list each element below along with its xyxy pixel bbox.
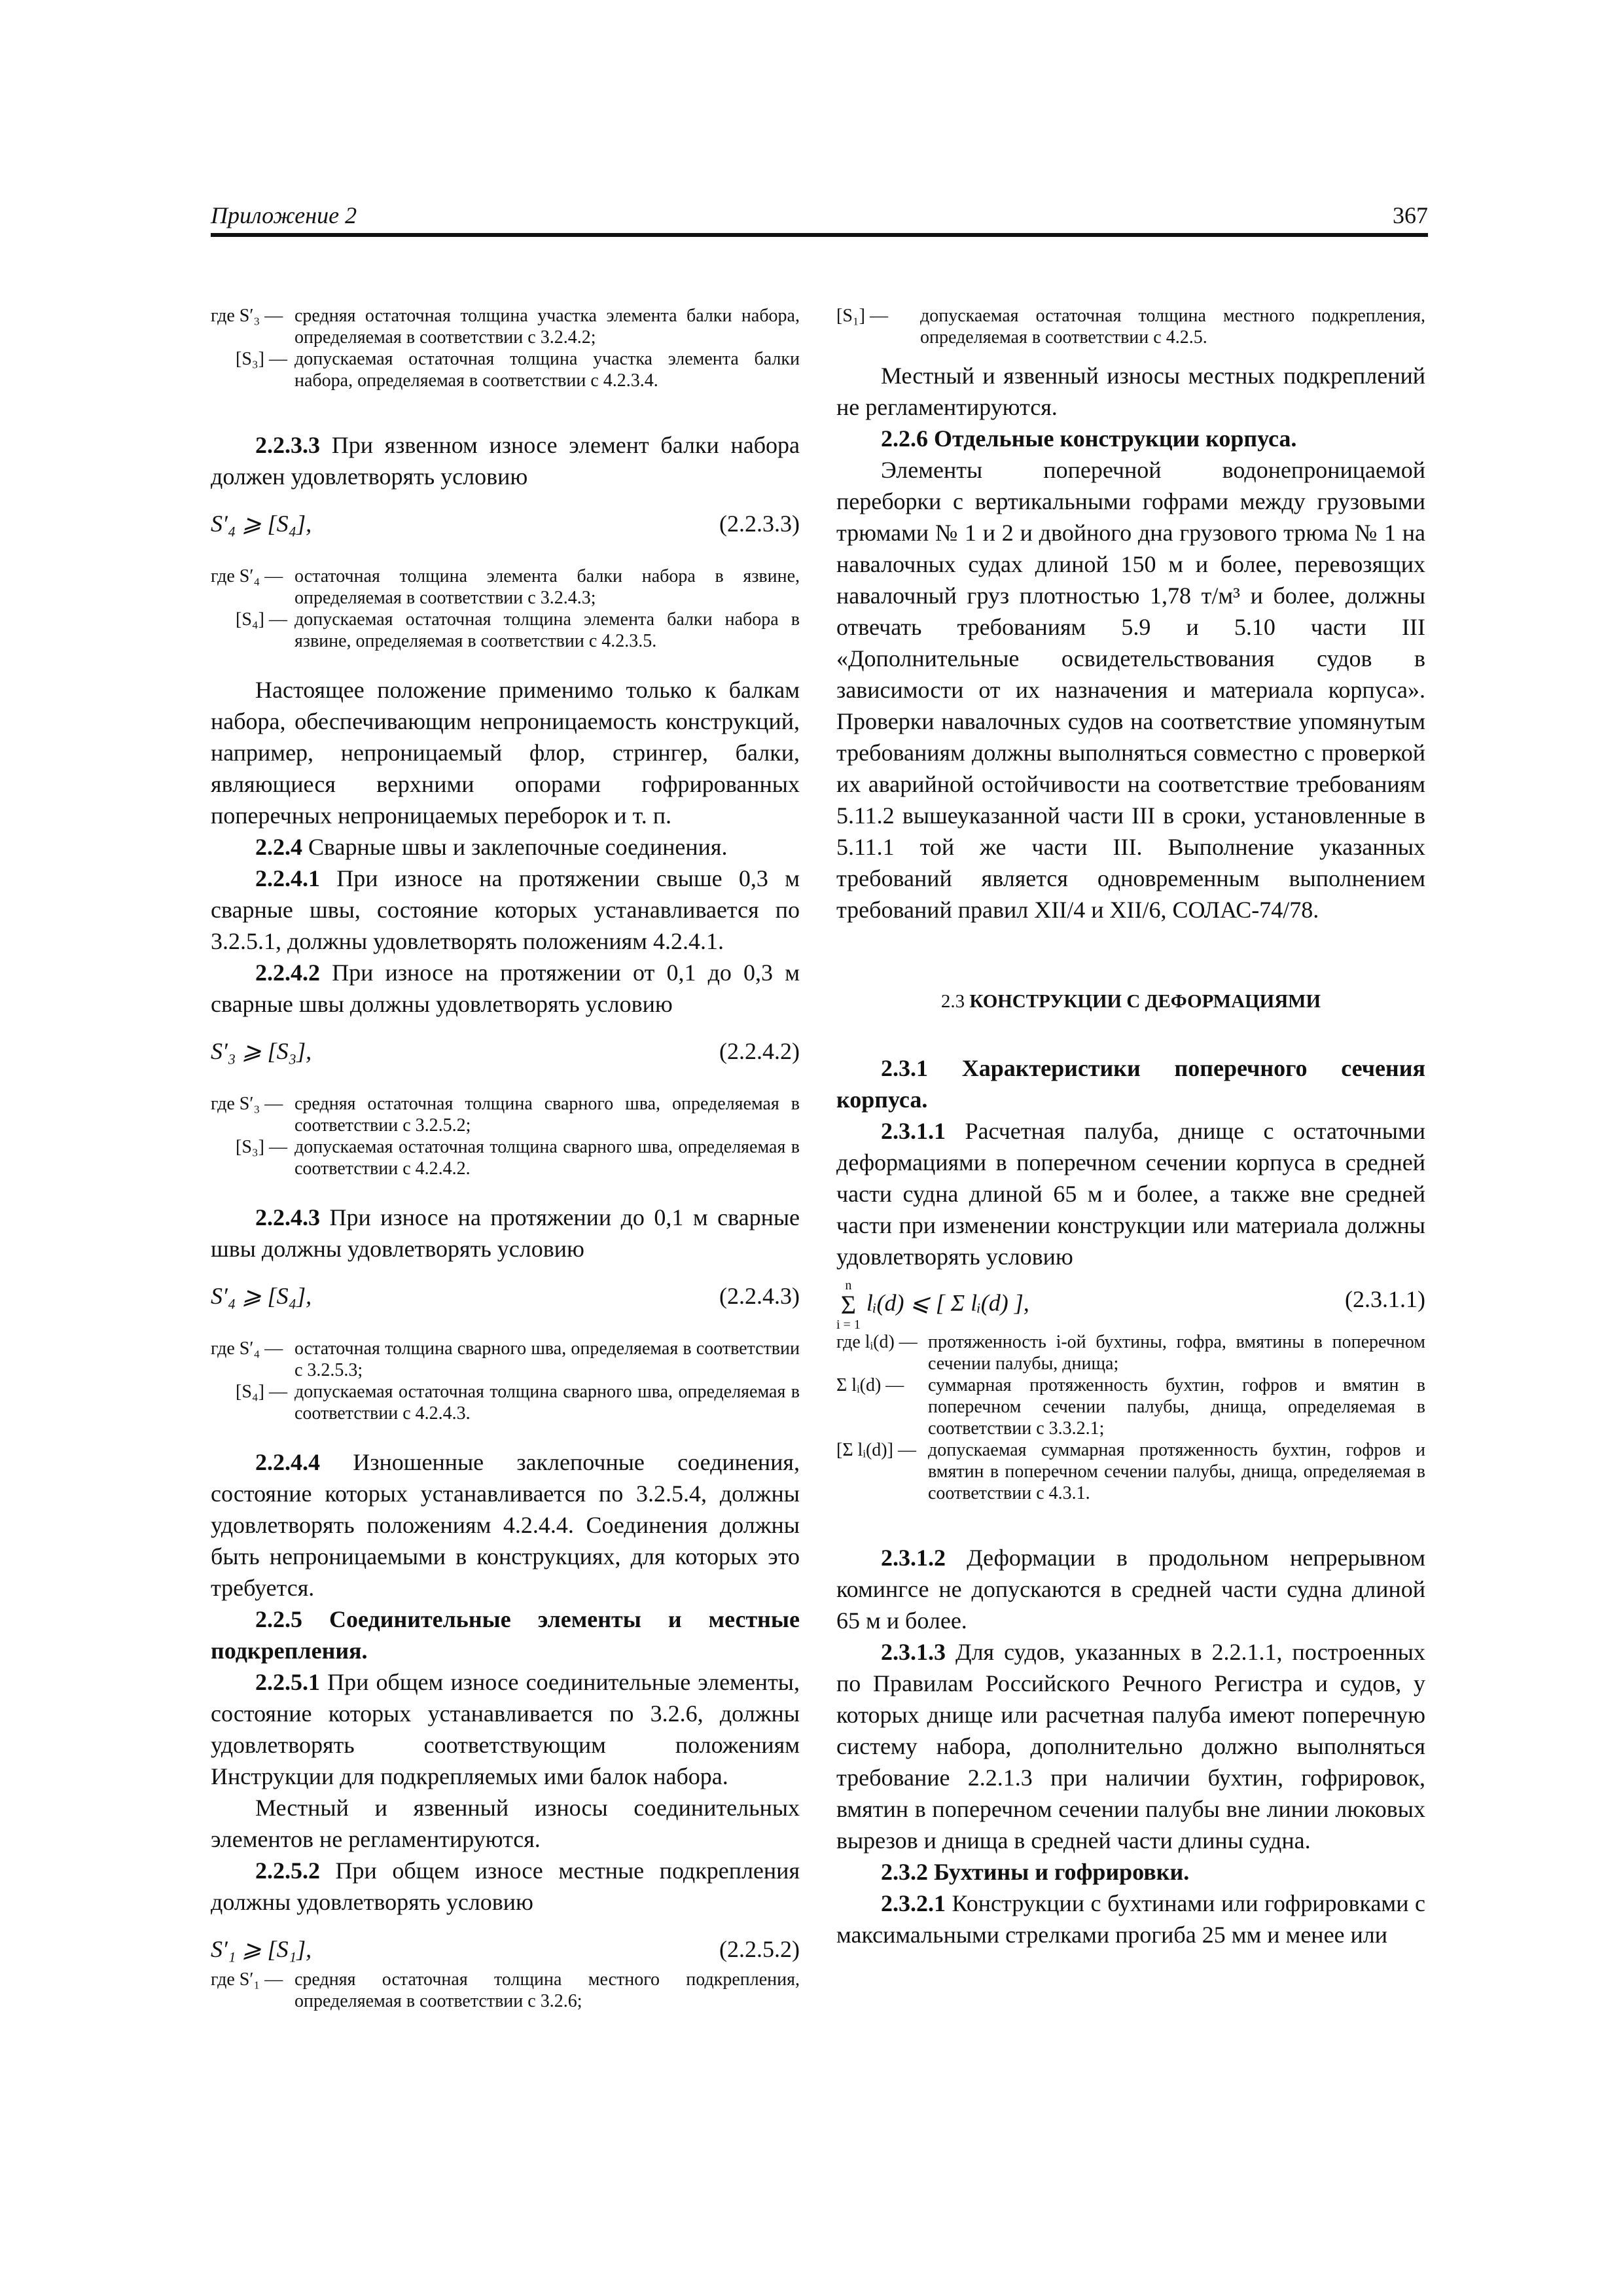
definition-text: суммарная протяженность бухтин, гофров и вмятин в поперечном сечении палубы, днища, определяемая в соответствии с 3.3.2.1; [928,1375,1425,1439]
definition [836,1439,1425,1504]
formula-lhs: lᵢ(d) [866,1289,904,1316]
section-number: 2.3 [940,991,965,1012]
paragraph [211,1666,800,1792]
definition [836,1374,1425,1439]
definition-symbol: где lᵢ(d) — [836,1332,918,1352]
formula-number: (2.3.1.1) [1345,1286,1425,1312]
paragraph-text: При износе на протяжении от 0,1 до 0,3 м сварные швы должны удовлетворять условию [211,960,800,1017]
clause-number: 2.2.5.2 [255,1857,320,1884]
formula-operator: ⩽ [910,1289,930,1316]
definition-text: допускаемая остаточная толщина местного подкрепления, определяемая в соответствии с 4.2.5. [920,306,1425,348]
section-title: КОНСТРУКЦИИ С ДЕФОРМАЦИЯМИ [969,991,1321,1012]
paragraph-text: При общем износе соединительные элементы, состояние которых устанавливается по 3.2.6, должны удовлетворять соответствующим положениям Инструкции для подкрепляемых ими балок набора. [211,1669,800,1789]
definition-symbol: где S′₃ — [211,1094,283,1114]
clause-number: 2.2.4.4 [255,1449,320,1475]
paragraph-text: Конструкции с бухтинами или гофрировками с максимальными стрелками прогиба 25 мм и менее или [836,1890,1425,1948]
definition-symbol: [S₃] — [236,1137,287,1157]
paragraph [836,1856,1425,1888]
clause-number: 2.2.3.3 [255,432,320,458]
definition-symbol: где S′₄ — [211,1338,283,1359]
paragraph-text: При износе на протяжении до 0,1 м сварные швы должны удовлетворять условию [211,1204,800,1262]
clause-number: 2.2.4 [255,834,302,860]
definition [211,565,800,609]
clause-number: 2.2.4.3 [255,1204,320,1230]
clause-number: 2.3.1.3 [881,1639,946,1665]
paragraph-text: Изношенные заклепочные соединения, состояние которых устанавливается по 3.2.5.4, должны удовлетворять положениям 4.2.4.4. Соединения должны быть непроницаемыми в конструкциях, для которых это требуется. [211,1449,800,1601]
definition [211,1093,800,1136]
definition-symbol: [S₄] — [236,609,287,630]
paragraph: Элементы поперечной водонепроницаемой переборки с вертикальными гофрами между грузовыми трюмами № 1 и 2 и двойного дна грузового трюма № 1 на навалочных судах длиной 150 м и более, перевозящих навалочный груз плотностью 1,78 т/м³ и более, должны отвечать требованиям 5.9 и 5.10 части III «Дополнительные освидетельствования судов в зависимости от их назначения и материала корпуса». Проверки навалочных судов на соответствие упомянутым требованиям должны выполняться совместно с проверкой их аварийной остойчивости на соответствие требованиям 5.11.2 вышеуказанной части III в сроки, установленные в 5.11.1 той же части III. Выполнение указанных требований является одновременным выполнением требований правил XII/4 и XII/6, СОЛАС-74/78. [836,457,1425,923]
definition [211,1969,800,2012]
paragraph-text: Расчетная палуба, днище с остаточными деформациями в поперечном сечении корпуса в средней части судна длиной 65 м и более, а также вне средней части при изменении конструкции или материала должны удовлетворять условию [836,1118,1425,1270]
left-column [211,305,800,2012]
formula-number: (2.2.5.2) [719,1936,800,1962]
clause-number: 2.3.1.2 [881,1545,946,1571]
section-heading [836,988,1425,1014]
paragraph [211,957,800,1020]
paragraph [211,1446,800,1604]
paragraph-text: Характеристики поперечного сечения корпуса. [836,1055,1425,1113]
definition-symbol: [Σ lᵢ(d)] — [836,1440,916,1460]
definition-symbol: [S₃] — [236,349,287,369]
paragraph-text: При общем износе местные подкрепления должны удовлетворять условию [211,1857,800,1915]
definition-symbol: [S₁] — [836,306,888,326]
sum-upper-limit: n [845,1278,852,1293]
paragraph [211,863,800,957]
clause-number: 2.3.2 [881,1859,928,1885]
definition-symbol: где S′₁ — [211,1969,283,1990]
definition-symbol: [S₄] — [236,1382,287,1402]
clause-number: 2.2.5 [255,1606,302,1632]
paragraph [211,1604,800,1666]
formula-expression [836,1279,1029,1331]
definition-symbol: Σ lᵢ(d) — [836,1375,904,1395]
paragraph [836,1888,1425,1950]
paragraph [211,1202,800,1265]
paragraph [211,1855,800,1918]
page-header [211,200,1428,237]
definition [211,1338,800,1381]
definition [211,348,800,391]
definition-symbol: где S′₄ — [211,566,283,586]
definition-text: средняя остаточная толщина участка элемента балки набора, определяемая в соответствии с 3.2.4.2; [294,306,800,348]
formula [211,1031,800,1071]
definition [211,609,800,652]
right-column [836,305,1425,1950]
definition-text: средняя остаточная толщина местного подкрепления, определяемая в соответствии с 3.2.6; [294,1969,800,2011]
definition [211,1381,800,1424]
paragraph-text: Бухтины и гофрировки. [928,1859,1190,1885]
clause-number: 2.2.4.2 [255,960,320,986]
paragraph-text: Соединительные элементы и местные подкрепления. [211,1606,800,1664]
paragraph: Местный и язвенный износы соединительных элементов не регламентируются. [211,1795,800,1852]
definition-text: допускаемая остаточная толщина сварного шва, определяемая в соответствии с 4.2.4.3. [294,1382,800,1424]
paragraph [836,1052,1425,1115]
definition-text: остаточная толщина элемента балки набора в язвине, определяемая в соответствии с 3.2.4.3; [294,566,800,608]
formula-number: (2.2.4.3) [719,1283,800,1309]
paragraph [836,1115,1425,1272]
paragraph-text: Отдельные конструкции корпуса. [928,425,1297,452]
sum-symbol: n Σ i = 1 [836,1278,861,1332]
formula-expression: S′₃ ⩾ [S₃], [211,1038,312,1064]
clause-number: 2.2.6 [881,425,928,452]
clause-number: 2.3.1 [881,1055,928,1081]
clause-number: 2.3.2.1 [881,1890,946,1916]
page-number: 367 [1393,202,1428,228]
formula-expression: S′₁ ⩾ [S₁], [211,1936,312,1962]
definition-text: допускаемая остаточная толщина участка элемента балки набора, определяемая в соответствии с 4.2.3.4. [294,349,800,391]
paragraph: Местный и язвенный износы местных подкреплений не регламентируются. [836,363,1425,420]
formula [211,504,800,543]
sum-lower-limit: i = 1 [836,1318,861,1332]
paragraph [836,423,1425,454]
clause-number: 2.2.4.1 [255,865,320,891]
header-title: Приложение 2 [211,202,357,228]
clause-number: 2.3.1.1 [881,1118,946,1144]
paragraph-text: Сварные швы и заклепочные соединения. [302,834,728,860]
paragraph-text: При износе на протяжении свыше 0,3 м сварные швы, состояние которых устанавливается по 3.2.5.1, должны удовлетворять положениям 4.2.4.1. [211,865,800,954]
definition [836,1331,1425,1374]
definition-text: допускаемая остаточная толщина элемента балки набора в язвине, определяемая в соответствии с 4.2.3.5. [294,609,800,651]
paragraph [836,1542,1425,1636]
definition-text: средняя остаточная толщина сварного шва, определяемая в соответствии с 3.2.5.2; [294,1094,800,1136]
paragraph [211,429,800,492]
formula-number: (2.2.3.3) [719,511,800,537]
definition [211,1136,800,1179]
formula-number: (2.2.4.2) [719,1038,800,1064]
paragraph: Настоящее положение применимо только к балкам набора, обеспечивающим непроницаемость конструкций, например, непроницаемый флор, стрингер, балки, являющиеся верхними опорами гофрированных поперечных непроницаемых переборок и т. п. [211,677,800,829]
formula [836,1272,1425,1331]
formula-expression: S′₄ ⩾ [S₄], [211,511,312,537]
formula-expression: S′₄ ⩾ [S₄], [211,1283,312,1309]
definition-text: протяженность i-ой бухтины, гофра, вмятины в поперечном сечении палубы, днища; [928,1332,1425,1374]
definition [836,305,1425,348]
definition-text: допускаемая остаточная толщина сварного шва, определяемая в соответствии с 4.2.4.2. [294,1137,800,1179]
definition-text: допускаемая суммарная протяженность бухтин, гофров и вмятин в поперечном сечении палубы, днища, определяемая в соответствии с 4.3.1. [928,1440,1425,1503]
paragraph-text: Деформации в продольном непрерывном комингсе не допускаются в средней части судна длиной 65 м и более. [836,1545,1425,1634]
formula-rhs: [ Σ lᵢ(d) ], [935,1289,1029,1316]
paragraph-text: При язвенном износе элемент балки набора должен удовлетворять условию [211,432,800,490]
clause-number: 2.2.5.1 [255,1669,320,1695]
paragraph [211,831,800,863]
formula [211,1276,800,1316]
definition [211,305,800,348]
formula [211,1929,800,1969]
definition-text: остаточная толщина сварного шва, определяемая в соответствии с 3.2.5.3; [294,1338,800,1380]
paragraph [836,1636,1425,1856]
definition-symbol: где S′₃ — [211,306,283,326]
paragraph-text: Для судов, указанных в 2.2.1.1, построенных по Правилам Российского Речного Регистра и судов, у которых днище или расчетная палуба имеют поперечную систему набора, дополнительно должно выполняться требование 2.2.1.3 при наличии бухтин, гофрировок, вмятин в поперечном сечении палубы вне линии люковых вырезов и днища в средней части длины судна. [836,1639,1425,1854]
